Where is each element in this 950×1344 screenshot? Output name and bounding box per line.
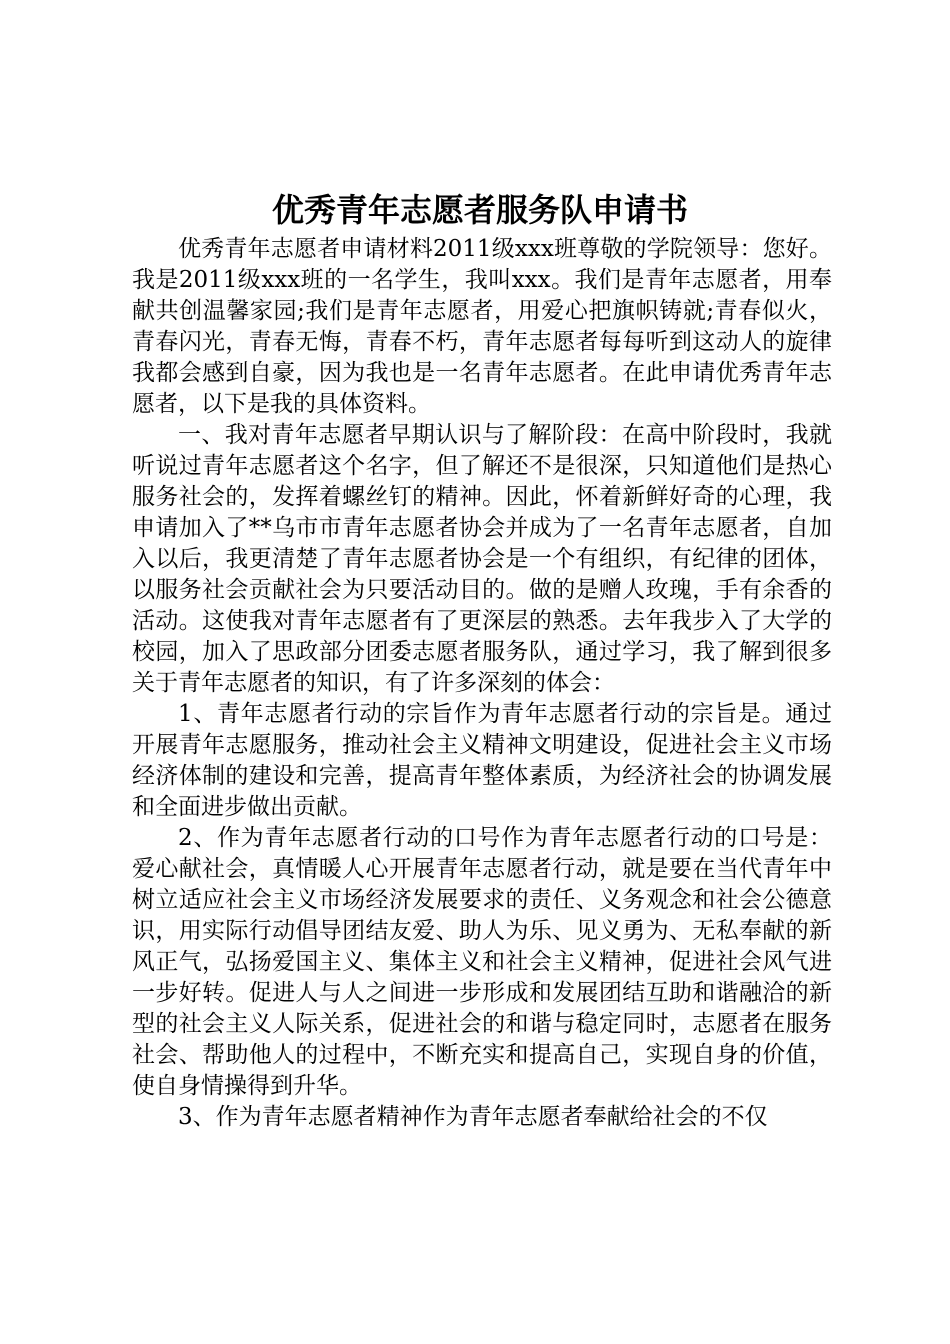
paragraph-intro: 优秀青年志愿者申请材料2011级xxx班尊敬的学院领导：您好。我是2011级xxx班的一名学生，我叫xxx。我们是青年志愿者，用奉献共创温馨家园;我们是青年志愿者，用爱心把旗帜铸就;青春似火，青春闪光，青春无悔，青春不朽，青年志愿者每每听到这动人的旋律我都会感到自豪，因为我也是一名青年志愿者。在此申请优秀青年志愿者，以下是我的具体资料。 (132, 236, 832, 417)
paragraph-section-one: 一、我对青年志愿者早期认识与了解阶段：在高中阶段时，我就听说过青年志愿者这个名字，但了解还不是很深，只知道他们是热心服务社会的，发挥着螺丝钉的精神。因此，怀着新鲜好奇的心理，我申请加入了**乌市市青年志愿者协会并成为了一名青年志愿者，自加入以后，我更清楚了青年志愿者协会是一个有组织，有纪律的团体，以服务社会贡献社会为只要活动目的。做的是赠人玫瑰，手有余香的活动。这使我对青年志愿者有了更深层的熟悉。去年我步入了大学的校园，加入了思政部分团委志愿者服务队，通过学习，我了解到很多关于青年志愿者的知识，有了许多深刻的体会： (132, 422, 832, 696)
document-title: 优秀青年志愿者服务队申请书 (271, 191, 688, 229)
paragraph-item-2: 2、作为青年志愿者行动的口号作为青年志愿者行动的口号是：爱心献社会，真情暖人心开展青年志愿者行动，就是要在当代青年中树立适应社会主义市场经济发展要求的责任、义务观念和社会公德意识，用实际行动倡导团结友爱、助人为乐、见义勇为、无私奉献的新风正气，弘扬爱国主义、集体主义和社会主义精神，促进社会风气进一步好转。促进人与人之间进一步形成和发展团结互助和谐融洽的新型的社会主义人际关系，促进社会的和谐与稳定同时，志愿者在服务社会、帮助他人的过程中，不断充实和提高自己，实现自身的价值，使自身情操得到升华。 (132, 825, 832, 1099)
document-body (132, 234, 832, 1133)
paragraph-item-3: 3、作为青年志愿者精神作为青年志愿者奉献给社会的不仅 (178, 1104, 768, 1130)
paragraph-item-1: 1、青年志愿者行动的宗旨作为青年志愿者行动的宗旨是。通过开展青年志愿服务，推动社会主义精神文明建设，促进社会主义市场经济体制的建设和完善，提高青年整体素质，为经济社会的协调发展和全面进步做出贡献。 (132, 701, 832, 820)
